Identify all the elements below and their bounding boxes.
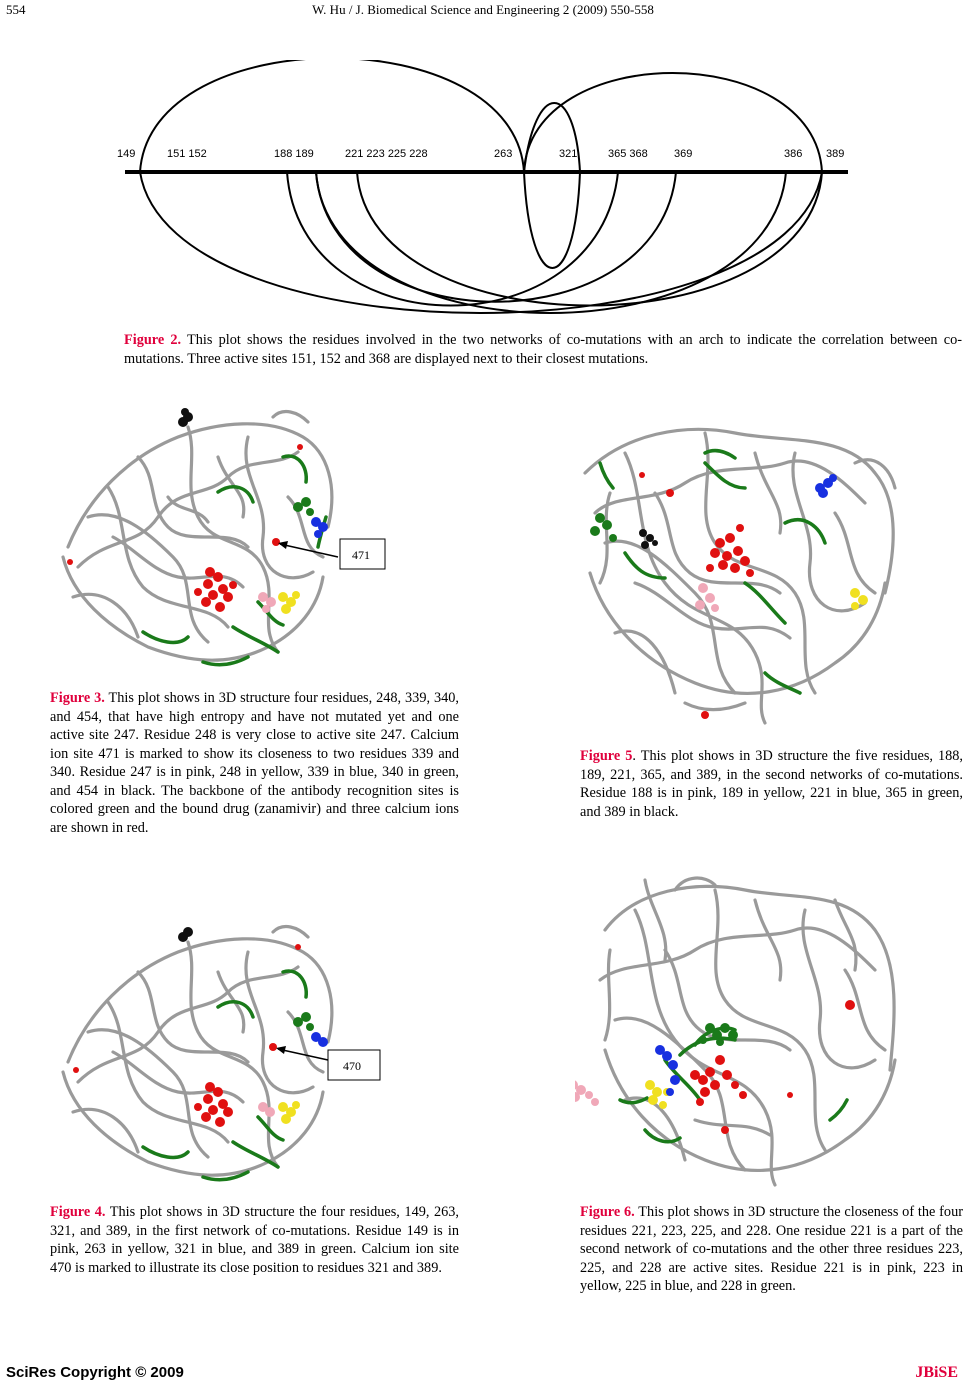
residue-atoms [67,408,328,614]
figure-3-caption [50,689,459,837]
callout-arrow [278,1049,328,1060]
figure-5-label: Figure 5 [580,748,633,764]
figure-5-text: . This plot shows in 3D structure the five residues, 188, 189, 221, 365, and 389, in the second networks of co-mutations. Residue 188 is in pink, 189 in yellow, 221 in blue, 365 in green, and 389 in black. [580,748,963,820]
figure-6-caption [580,1203,963,1296]
arc-188-365 [287,172,618,306]
journal-logo-text: JBiSE [915,1364,958,1381]
figure-4-protein-structure [48,912,388,1197]
residue-atoms [73,927,328,1127]
arc-263-321-low [524,172,580,268]
residue-label-321: 321 [559,148,578,160]
residue-label-263: 263 [494,148,513,160]
figure-2-caption [124,331,962,368]
figure-2-label: Figure 2. [124,332,182,348]
figure-6-text: This plot shows in 3D structure the closeness of the four residues 221, 223, 225, and 228. One residue 221 is a part of the second network of co-mutations and the other three residues 223, 225, and 228 are active sites. Residue 221 is in pink, 223 in yellow, 225 in blue, and 228 in green. [580,1204,963,1294]
figure-6-label: Figure 6. [580,1204,635,1220]
copyright-footer: SciRes Copyright © 2009 [6,1364,184,1381]
figure-3-label: Figure 3. [50,690,105,706]
residue-label-365-368: 365 368 [608,148,648,160]
residue-label-149: 149 [117,148,136,160]
residue-label-151-152: 151 152 [167,148,207,160]
arc-189-369 [316,172,676,302]
figure-3-text: This plot shows in 3D structure four residues, 248, 339, 340, and 454, that have high entropy and have not mutated yet and one active site 247. Residue 248 is very close to active site 247. Calcium ion site 471 is marked to show its closeness to two residues 339 and 340. Residue 247 is in pink, 248 in yellow, 339 in blue, 340 in green, and 454 in black. The backbone of the antibody recognition sites is colored green and the bound drug (zanamivir) and three calcium ions are shown in red. [50,690,459,836]
co-mutation-arc-diagram [0,60,966,325]
figure-5-caption [580,747,963,821]
residue-label-221-228: 221 223 225 228 [345,148,428,160]
residue-label-188-189: 188 189 [274,148,314,160]
figure-4-caption [50,1203,459,1277]
residue-atoms [590,472,868,719]
figure-5-protein-structure [555,393,920,733]
callout-470: 470 [343,1059,361,1073]
callout-471: 471 [352,548,370,562]
arc-221-389 [357,172,822,306]
figure-4-label: Figure 4. [50,1204,106,1220]
figure-3-protein-structure [48,397,388,682]
residue-label-389: 389 [826,148,845,160]
arc-149-389 [140,172,822,313]
figure-4-text: This plot shows in 3D structure the four residues, 149, 263, 321, and 389, in the first network of co-mutations. Residue 149 is in pink, 263 in yellow, 321 in blue, and 389 in green. Calcium ion site 470 is marked to illustrate its close position to residues 321 and 389. [50,1204,459,1276]
running-title: W. Hu / J. Biomedical Science and Engineering 2 (2009) 550-558 [312,2,654,17]
residue-label-369: 369 [674,148,693,160]
figure-6-protein-structure [575,870,910,1190]
page-number: 554 [6,2,26,17]
residue-label-386: 386 [784,148,803,160]
arc-189-386 [316,172,786,313]
figure-2-text: This plot shows the residues involved in the two networks of co-mutations with an arch to indicate the correlation between co-mutations. Three active sites 151, 152 and 368 are displayed next to their closest mutations. [124,332,962,367]
